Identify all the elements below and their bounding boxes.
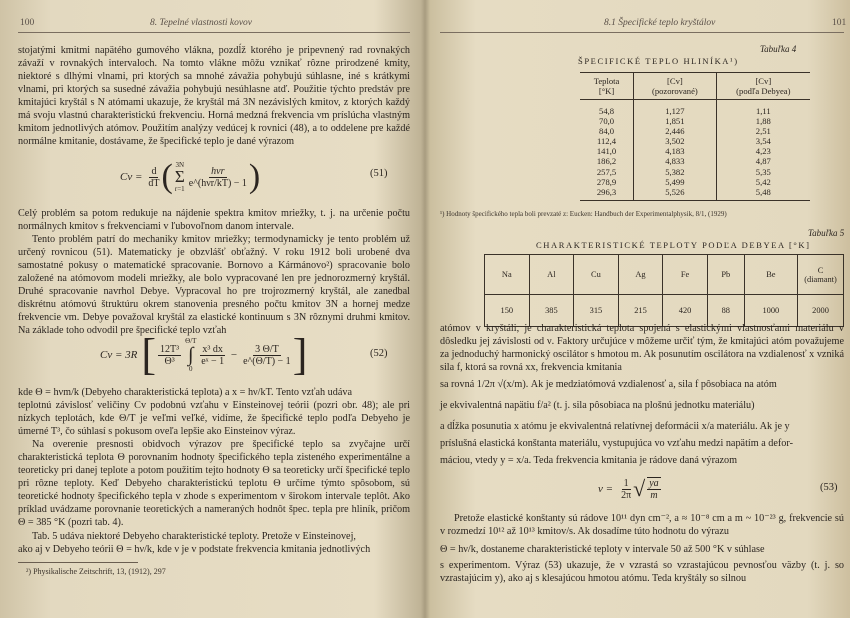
left-page	[0, 0, 420, 618]
table-row: 257,5 5,382 5,35	[580, 167, 810, 177]
equation-number: (53)	[820, 482, 838, 493]
footnote: ²) Physikalische Zeitschrift, 13, (1912), 297	[26, 567, 166, 576]
table-header: Be	[744, 255, 797, 295]
table-4	[580, 72, 810, 201]
table-header: Pb	[707, 255, 744, 295]
table-4-title: ŠPECIFICKÉ TEPLO HLINÍKA¹)	[578, 56, 739, 66]
table-header: [Cv] (pozorované)	[634, 73, 717, 100]
equation-number: (51)	[370, 168, 388, 179]
table-5-title: CHARAKTERISTICKÉ TEPLOTY PODĽA DEBYEA [°K]	[536, 240, 811, 250]
table-header: [Cv] (podľa Debyea)	[716, 73, 810, 100]
running-head: 8.1 Špecifické teplo kryštálov	[604, 18, 716, 28]
table-4-caption: Tabuľka 4	[760, 44, 797, 54]
header-rule	[440, 32, 844, 33]
table-row: 70,0 1,851 1,88	[580, 116, 810, 126]
table-header: Cu	[574, 255, 619, 295]
paragraph: Celý problém sa potom redukuje na nájdenie spektra kmitov mriežky, t. j. na určenie počtu normálnych kmitov s frekvenciami v ľubovoľnom danom intervale. Tento problém patrí do mechaniky kmitov mriežky; termodynamicky je tento problém už určený rovnicou (51). Matematicky je obzvlášť obťažný. V roku 1912 boli urobené dva samostatné pokusy o matematické spracovanie. Bornovo a Kármánovo²) spracovanie bolo založené na atómovom modeli mriežky, ale bolo vypracované len pre jednorozmerný kryštál. Druhé spracovanie navrhol Debye. Vypracoval ho pre trojrozmerný kryštál, ale zanedbal diskrétnu atómovú štruktúru okrem stanovenia presného počtu kmitov 3N a hornej medze frekvencie νm. Debye považoval kryštál za elastické kontinuum s 3N rôznymi druhmi kmitov. Na základe toho odvodil pre špecifické teplo vzťah	[18, 208, 410, 337]
table-header: C (diamant)	[798, 255, 844, 295]
table-row: 150 385 315 215 420 88 1000 2000	[485, 295, 844, 327]
table-row: 84,0 2,446 2,51	[580, 126, 810, 136]
paragraph: kde Θ = hνm/k (Debyeho charakteristická teplota) a x = hν/kT. Tento vzťah udáva teplotnú závislosť veličiny Cv podobnú vzťahu v Einsteinovej teórii (pozri obr. 48); ale pri nízkych teplotách, kde Θ/T je veľmi veľké, vidíme, že špecifické teplo podľa Debyeho je úmerné T³, čo súhlasí s pokusom oveľa lepšie ako Einsteinov výraz. Na overenie presnosti obidvoch výrazov pre špecifické teplo sa zvyčajne určí charakteristická teplota Θ porovnaním hodnoty špecifického tepla zisteného experimentálne a teoreticky pri danej teplote a potom použitím tejto hodnoty Θ sa teoreticky určí špecifické teplo pri rôzne teploty. Keď Debyeho charakteristickú teplotu Θ určíme týmto spôsobom, sú teoretické hodnoty špecifického tepla v zhode s experimentom v širokom intervale teplôt. Ako príklad uvádzame porovnanie teoretických a nameraných hodnôt špec. tepla pre hliník, pričom Θ = 385 °K (pozri tab. 4). Tab. 5 udáva niektoré Debyeho charakteristické teploty. Pretože v Einsteinovej, ako aj v Debyeho teórii Θ = hν/k, kde ν je v podstate frekvencia kmitania jednotlivých	[18, 387, 410, 555]
table-5-caption: Tabuľka 5	[808, 228, 845, 238]
table-header: Teplota [°K]	[580, 73, 634, 100]
table-row: 112,4 3,502 3,54	[580, 136, 810, 146]
paragraph: stojatými kmitmi napätého gumového vlákna, pozdĺž ktorého je pripevnený rad rovnakých závaží v rovnakých intervaloch. Na tomto vlákne môžu vznikať rôzne prirodzené kmity, niektoré s dlhými vlnami, pri ktorých sa mnohé závažia pohybujú súhlasne, iné s krátkymi vlnami, pri ktorých sa susedné závažia pohybujú nesúhlasne atď. Použitie týchto predstáv pre kmitajúci kryštál s N atómami ukazuje, že kryštál má 3N nezávislých kmitov, z ktorých každý má svoju vlastnú charakteristickú frekvenciu. Horná medzná frekvencia νm príslúcha vlastným kmitom jednotlivých atómov. Použitím analýzy vedúcej k rovnici (48), a to oddelene pre každé normálne kmitanie, dostávame, že špecifické teplo je dané výrazom	[18, 45, 410, 148]
table-header: Fe	[663, 255, 708, 295]
right-page	[428, 0, 850, 618]
equation-53: ν = $\frac{1}{2\pi}$ √ $\frac{ya}{m}$	[598, 476, 659, 501]
equation-number: (52)	[370, 348, 388, 359]
table-5	[484, 254, 844, 327]
table-header: Al	[529, 255, 574, 295]
page-number: 101	[832, 18, 847, 28]
table-header: Na	[485, 255, 530, 295]
table-row: 141,0 4,183 4,23	[580, 146, 810, 156]
table-header: Ag	[618, 255, 663, 295]
equation-51: Cv = $\frac{d}{dT}$ ( 3N Σ r=1 $\frac{\text{hνr}}{\text{e\textasciicircum{}(hνr/kT) − 1}}$ )	[120, 158, 261, 195]
table-4-footnote: ¹) Hodnoty špecifického tepla boli prevzaté z: Eucken: Handbuch der Experimentalphysik, 8/1, (1929)	[440, 210, 727, 218]
header-rule	[18, 32, 410, 33]
footnote-rule	[18, 562, 138, 563]
table-row: 186,2 4,833 4,87	[580, 156, 810, 166]
table-row: 296,3 5,526 5,48	[580, 187, 810, 201]
table-row: 54,8 1,127 1,11	[580, 100, 810, 117]
table-row: 278,9 5,499 5,42	[580, 177, 810, 187]
paragraph: Pretože elastické konštanty sú rádove 10¹¹ dyn cm⁻², a ≈ 10⁻⁸ cm a m ~ 10⁻²³ g, frekvencie sú v rozmedzí 10¹² až 10¹³ kmitov/s. Ak dosadíme túto hodnotu do výrazu Θ = hν/k, dostaneme charakteristické teploty v intervale 50 až 500 °K v súhlase s experimentom. Výraz (53) ukazuje, že ν vzrastá so vzrastajúcou pevnosťou väzby (t. j. so vzrastajúcim y), ako aj s klesajúcou hmotou atómu. Teda kryštály so silnou	[440, 513, 844, 585]
page-number: 100	[20, 18, 35, 28]
running-head: 8. Tepelné vlastnosti kovov	[150, 18, 253, 28]
paragraph: atómov v kryštáli, je charakteristická teplota spojená s elastickými vlastnosťami materiálu v dôsledku jej závislosti od ν. Faktory určujúce ν môžeme určiť tým, že kmitajúci atóm považujeme za jednoduchý harmonický oscilátor s hmotou m. Ak posunutím oscilátora na vzdialenosť x vzniká sila f, ktorá sa rovná xx, frekvencia kmitania sa rovná 1/2π √(x/m). Ak je medziatómová vzdialenosť a, sila f pôsobiaca na atóm je ekvivalentná napätiu f/a² (t. j. sila pôsobiaca na plošnú jednotku materiálu) a dĺžka posunutia x atómu je ekvivalentná relatívnej deformácii x/a materiálu. Ak je y príslušná elastická konštanta materiálu, vystupujúca vo vzťahu medzi napätím a defor- máciou, vtedy y = x/a. Teda frekvencia kmitania je rádove daná výrazom	[440, 323, 844, 467]
equation-52: Cv = 3R [ $\frac{\text{12T³}}{\text{Θ³}}$ Θ/T ∫ 0 $\frac{\text{x³ dx}}{\text{eˣ − 1}}$ − $\frac{3 \Theta/T}{e\^{}(\Theta/T) - 1}$ ]	[100, 330, 308, 379]
